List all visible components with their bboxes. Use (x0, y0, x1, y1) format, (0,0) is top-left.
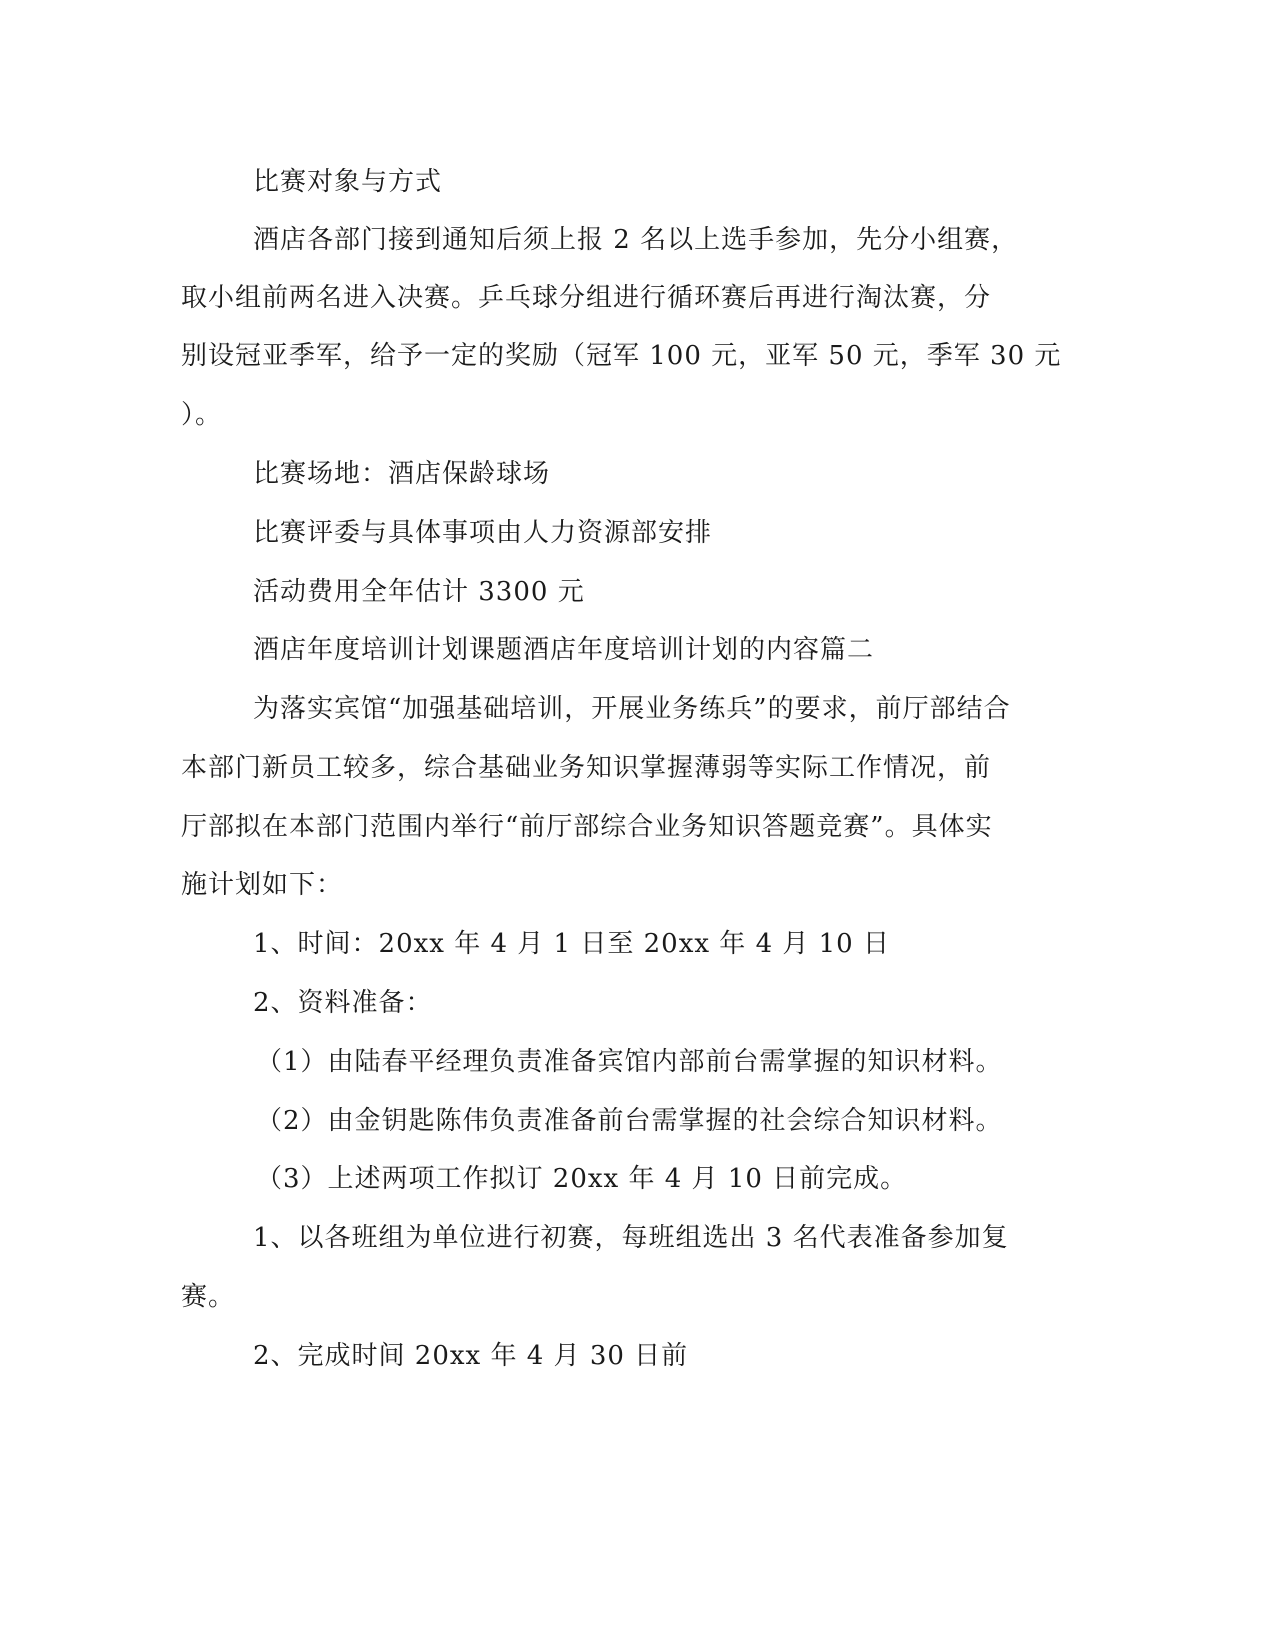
paragraph-line: 厅部拟在本部门范围内举行“前厅部综合业务知识答题竞赛”。具体实 (181, 812, 993, 842)
sub-list-item: （3）上述两项工作拟订 20xx 年 4 月 10 日前完成。 (256, 1164, 908, 1194)
paragraph-line: 活动费用全年估计 3300 元 (253, 577, 585, 607)
paragraph-line: 取小组前两名进入决赛。乒乓球分组进行循环赛后再进行淘汰赛，分 (181, 283, 992, 313)
sub-list-item: （1）由陆春平经理负责准备宾馆内部前台需掌握的知识材料。 (256, 1047, 1003, 1077)
paragraph-line: 比赛场地：酒店保龄球场 (253, 459, 551, 489)
list-item: 1、以各班组为单位进行初赛，每班组选出 3 名代表准备参加复 (253, 1223, 1009, 1253)
list-item: 2、资料准备： (253, 988, 433, 1018)
paragraph-line: 赛。 (181, 1282, 236, 1312)
paragraph-line: 本部门新员工较多，综合基础业务知识掌握薄弱等实际工作情况，前 (181, 753, 992, 783)
paragraph-line: 为落实宾馆“加强基础培训，开展业务练兵”的要求，前厅部结合 (253, 694, 1011, 724)
section-heading: 酒店年度培训计划课题酒店年度培训计划的内容篇二 (253, 635, 875, 665)
paragraph-line: ）。 (181, 400, 223, 430)
paragraph-line: 施计划如下： (181, 870, 344, 900)
paragraph-line: 别设冠亚季军，给予一定的奖励（冠军 100 元，亚军 50 元，季军 30 元 (181, 341, 1062, 371)
paragraph-line: 比赛评委与具体事项由人力资源部安排 (253, 518, 713, 548)
sub-list-item: （2）由金钥匙陈伟负责准备前台需掌握的社会综合知识材料。 (256, 1106, 1003, 1136)
paragraph-line: 比赛对象与方式 (253, 167, 443, 197)
list-item: 2、完成时间 20xx 年 4 月 30 日前 (253, 1341, 689, 1371)
list-item: 1、时间：20xx 年 4 月 1 日至 20xx 年 4 月 10 日 (253, 929, 890, 959)
paragraph-line: 酒店各部门接到通知后须上报 2 名以上选手参加，先分小组赛， (253, 225, 1019, 255)
